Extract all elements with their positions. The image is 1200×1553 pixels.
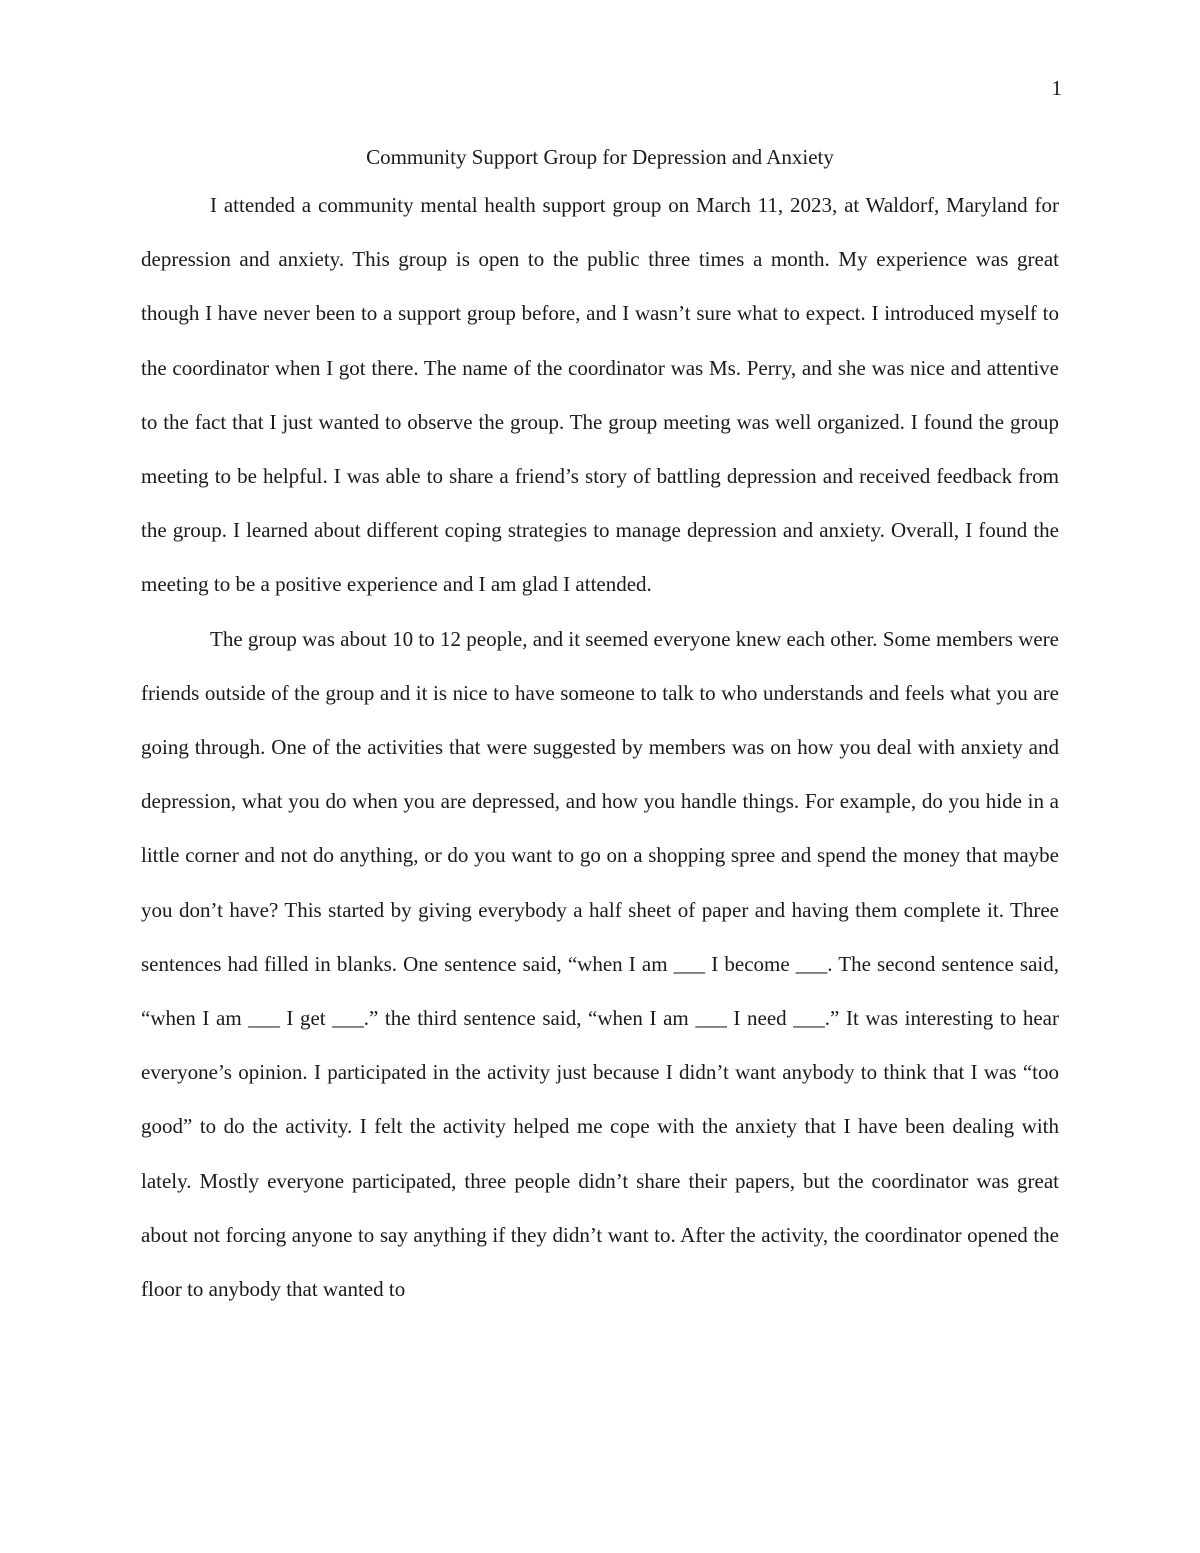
body-paragraph: The group was about 10 to 12 people, and it seemed everyone knew each other. Some members were friends outside of the group and it is nice to have someone to talk to who understands and feels what you are going through. One of the activities that were suggested by members was on how you deal with anxiety and depression, what you do when you are depressed, and how you handle things. For example, do you hide in a little corner and not do anything, or do you want to go on a shopping spree and spend the money that maybe you don’t have? This started by giving everybody a half sheet of paper and having them complete it. Three sentences had filled in blanks. One sentence said, “when I am ___ I become ___. The second sentence said, “when I am ___ I get ___.” the third sentence said, “when I am ___ I need ___.” It was interesting to hear everyone’s opinion. I participated in the activity just because I didn’t want anybody to think that I was “too good” to do the activity. I felt the activity helped me cope with the anxiety that I have been dealing with lately. Mostly everyone participated, three people didn’t share their papers, but the coordinator was great about not forcing anyone to say anything if they didn’t want to. After the activity, the coordinator opened the floor to anybody that wanted to [141, 626, 1059, 1302]
document-title: Community Support Group for Depression and Anxiety [366, 145, 834, 169]
body-paragraph: I attended a community mental health support group on March 11, 2023, at Waldorf, Maryland for depression and anxiety. This group is open to the public three times a month. My experience was great though I have never been to a support group before, and I wasn’t sure what to expect. I introduced myself to the coordinator when I got there. The name of the coordinator was Ms. Perry, and she was nice and attentive to the fact that I just wanted to observe the group. The group meeting was well organized. I found the group meeting to be helpful. I was able to share a friend’s story of battling depression and received feedback from the group. I learned about different coping strategies to manage depression and anxiety. Overall, I found the meeting to be a positive experience and I am glad I attended. [141, 193, 1059, 597]
page-number: 1 [1051, 76, 1062, 100]
document-body [141, 178, 1059, 1316]
